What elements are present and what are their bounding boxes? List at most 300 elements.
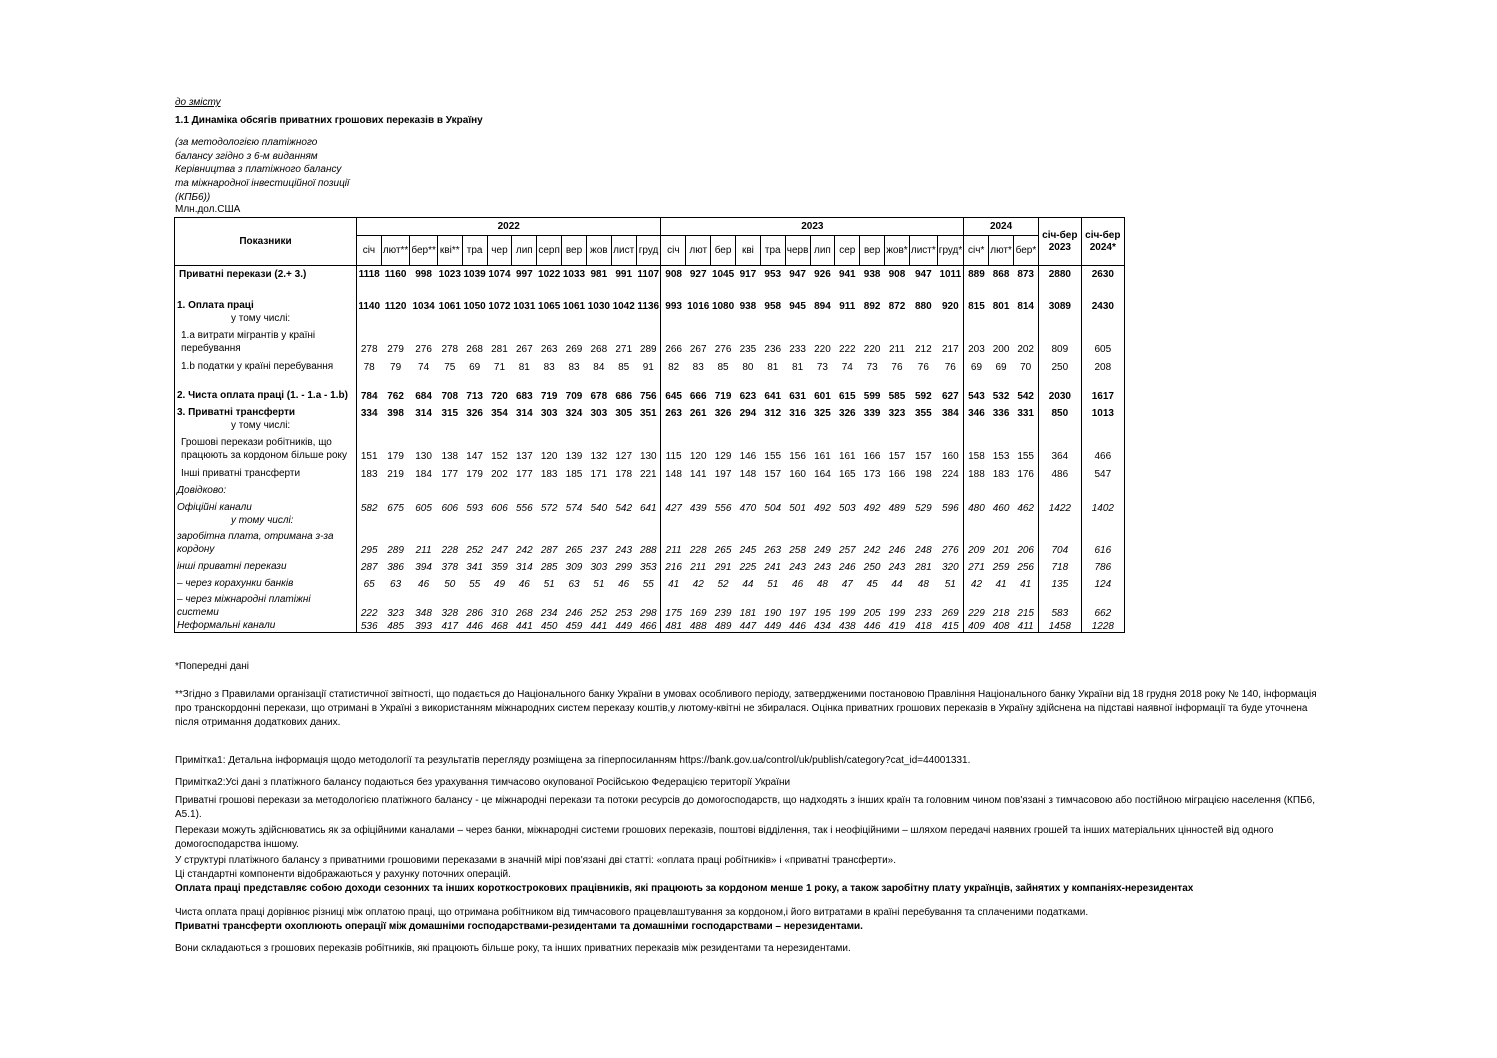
- table-cell: [686, 514, 711, 527]
- table-row: [175, 514, 1125, 527]
- table-cell: 815: [964, 295, 989, 312]
- table-cell: [636, 514, 661, 527]
- table-cell: [1013, 312, 1038, 325]
- table-cell: 137: [515, 451, 533, 462]
- table-cell: 593: [466, 503, 483, 514]
- table-cell: 1061: [438, 301, 461, 312]
- row-label: 1.а витрати мігрантів у країні перебування: [175, 325, 357, 355]
- table-cell: 447: [735, 619, 760, 633]
- table-cell: [487, 312, 512, 325]
- table-cell: 287: [357, 556, 382, 573]
- table-cell: 281: [491, 344, 508, 355]
- table-cell: 543: [964, 373, 989, 402]
- table-cell: 83: [568, 362, 580, 373]
- month-header: жов: [586, 236, 611, 266]
- table-cell: [810, 283, 835, 295]
- table-cell: 51: [937, 573, 964, 590]
- table-cell: 324: [565, 408, 583, 419]
- table-cell: 460: [992, 503, 1010, 514]
- table-of-contents-link[interactable]: до змісту: [175, 97, 221, 108]
- table-cell: [512, 480, 537, 497]
- table-cell: 169: [689, 608, 707, 619]
- table-cell: 155: [764, 451, 782, 462]
- table-cell: 449: [760, 619, 785, 633]
- table-cell: 47: [841, 579, 853, 590]
- month-header: лист: [611, 236, 636, 266]
- table-cell: 386: [387, 562, 404, 573]
- table-cell: 947: [909, 266, 937, 284]
- table-cell: 355: [915, 408, 932, 419]
- table-cell: 41: [661, 573, 686, 590]
- table-cell: 242: [863, 545, 881, 556]
- row-label: інші приватні перекази: [175, 556, 357, 573]
- table-cell: [1013, 514, 1038, 527]
- month-header: бер*: [1013, 236, 1038, 266]
- table-cell: 582: [357, 497, 382, 514]
- table-cell: 157: [888, 451, 906, 462]
- table-cell: 623: [739, 391, 757, 402]
- table-cell: 631: [789, 391, 806, 402]
- table-cell: 450: [537, 619, 562, 633]
- month-header: лип: [512, 236, 537, 266]
- month-header: груд: [636, 236, 661, 266]
- table-cell: 217: [937, 325, 964, 355]
- table-cell: [909, 480, 937, 497]
- total-cell: [1081, 514, 1124, 527]
- table-cell: 147: [466, 451, 483, 462]
- table-cell: 468: [487, 619, 512, 633]
- table-cell: 80: [742, 362, 754, 373]
- table-cell: 120: [689, 451, 707, 462]
- table-cell: [785, 514, 810, 527]
- table-cell: 85: [618, 362, 630, 373]
- table-cell: [909, 312, 937, 325]
- table-cell: [410, 419, 438, 432]
- table-cell: 941: [835, 266, 860, 284]
- table-cell: 1050: [463, 301, 486, 312]
- methodology-note: (за методологією платіжного балансу згідно з 6-м виданням Керівництва з платіжного балансу та міжнародної інвестиційної позиції (КПБ6)): [175, 137, 350, 203]
- table-cell: 310: [491, 608, 508, 619]
- table-cell: 446: [462, 619, 487, 633]
- table-cell: 268: [590, 344, 608, 355]
- table-cell: [964, 480, 989, 497]
- table-row: [175, 419, 1125, 432]
- table-cell: [835, 480, 860, 497]
- table-cell: 252: [590, 608, 608, 619]
- table-cell: 1107: [636, 266, 661, 284]
- table-cell: 873: [1013, 266, 1038, 284]
- table-cell: 926: [810, 266, 835, 284]
- table-cell: 276: [937, 527, 964, 556]
- table-cell: 719: [540, 391, 558, 402]
- note-paragraph: **Згідно з Правилами організації статистичної звітності, що подається до Національного банку України в умовах особливого періоду, затвердженими постановою Правління Національного банку України від 18 грудня 2018 року № 140, інформація про транскордонні перекази, що отримані в Україні з використанням міжнародних систем переказу коштів,у лютому-квітні не збиралася. Оцінка приватних грошових переказів в Україну здійснена на підставі наявної інформації та буде уточнена після отримання додаткових даних.: [175, 689, 1317, 728]
- table-cell: 868: [989, 266, 1014, 284]
- table-cell: 52: [717, 579, 729, 590]
- table-cell: 384: [937, 402, 964, 419]
- table-cell: 409: [964, 619, 989, 633]
- table-cell: 434: [810, 619, 835, 633]
- table-cell: 41: [1013, 573, 1038, 590]
- table-cell: 271: [964, 556, 989, 573]
- table-cell: [562, 419, 587, 432]
- table-cell: [785, 312, 810, 325]
- table-cell: [537, 419, 562, 432]
- table-cell: 276: [714, 344, 732, 355]
- table-cell: 267: [689, 344, 707, 355]
- table-cell: [937, 419, 964, 432]
- table-cell: 316: [789, 408, 806, 419]
- month-header: вер: [860, 236, 885, 266]
- table-row: [175, 573, 1125, 590]
- table-cell: 320: [937, 556, 964, 573]
- table-cell: 243: [615, 545, 633, 556]
- table-cell: 323: [888, 408, 906, 419]
- table-cell: 46: [618, 579, 630, 590]
- table-cell: [611, 419, 636, 432]
- table-cell: 492: [863, 503, 881, 514]
- row-label: у тому числі:: [175, 312, 357, 325]
- table-cell: 83: [692, 362, 704, 373]
- table-cell: 289: [636, 325, 661, 355]
- table-cell: [462, 419, 487, 432]
- table-cell: 202: [491, 469, 508, 480]
- table-cell: 398: [387, 408, 404, 419]
- table-cell: 164: [814, 469, 831, 480]
- table-cell: [462, 514, 487, 527]
- table-cell: 190: [764, 608, 782, 619]
- table-cell: 462: [1013, 497, 1038, 514]
- table-cell: 542: [1013, 373, 1038, 402]
- table-cell: 175: [661, 590, 686, 619]
- table-cell: 336: [992, 408, 1010, 419]
- table-cell: 183: [992, 469, 1010, 480]
- table-cell: 314: [415, 408, 432, 419]
- table-cell: 394: [415, 562, 432, 573]
- table-cell: 286: [466, 608, 483, 619]
- table-cell: [860, 283, 885, 295]
- table-cell: 299: [615, 562, 633, 573]
- month-header: лют**: [381, 236, 409, 266]
- note-paragraph: Оплата праці представляє собою доходи сезонних та інших короткострокових працівників, які працюють за кордоном менше 1 року, а також заробітну плату українців, зайнятих у компаніях-нерезидентах: [175, 883, 1194, 894]
- table-cell: 269: [937, 590, 964, 619]
- total-cell: 2630: [1081, 266, 1124, 284]
- month-header: вер: [562, 236, 587, 266]
- table-cell: [462, 283, 487, 295]
- table-cell: 183: [540, 469, 558, 480]
- table-cell: 1136: [636, 295, 661, 312]
- table-cell: [964, 419, 989, 432]
- table-cell: [937, 514, 964, 527]
- table-cell: [611, 514, 636, 527]
- table-cell: 503: [838, 503, 856, 514]
- month-header: лист*: [909, 236, 937, 266]
- table-cell: 129: [714, 451, 732, 462]
- table-cell: [462, 312, 487, 325]
- table-cell: [537, 514, 562, 527]
- table-row: [175, 480, 1125, 497]
- table-cell: [512, 419, 537, 432]
- table-cell: 185: [565, 469, 583, 480]
- table-cell: [735, 419, 760, 432]
- table-cell: 294: [739, 408, 757, 419]
- total-cell: 2030: [1038, 373, 1081, 402]
- total-cell: 850: [1038, 402, 1081, 419]
- table-row: [175, 556, 1125, 573]
- table-cell: 599: [863, 391, 881, 402]
- table-cell: 246: [888, 545, 906, 556]
- table-cell: 202: [1013, 325, 1038, 355]
- table-row: [175, 432, 1125, 462]
- table-cell: 938: [739, 301, 757, 312]
- table-cell: 492: [814, 503, 831, 514]
- table-cell: 155: [1013, 432, 1038, 462]
- table-cell: [835, 419, 860, 432]
- table-cell: 236: [764, 344, 782, 355]
- month-header: січ*: [964, 236, 989, 266]
- table-cell: [661, 312, 686, 325]
- total-cell: 704: [1038, 527, 1081, 556]
- table-cell: 177: [515, 469, 533, 480]
- table-cell: 268: [515, 608, 533, 619]
- table-cell: 359: [491, 562, 508, 573]
- row-label: Приватні перекази (2.+ 3.): [175, 266, 357, 284]
- table-cell: 132: [590, 451, 608, 462]
- month-header: лют: [686, 236, 711, 266]
- table-cell: 181: [739, 608, 757, 619]
- table-cell: [661, 514, 686, 527]
- table-cell: 339: [863, 408, 881, 419]
- table-cell: 141: [689, 469, 707, 480]
- table-cell: 42: [964, 573, 989, 590]
- row-label: Довідково:: [175, 480, 357, 497]
- total-cell: [1038, 312, 1081, 325]
- note-paragraph: Перекази можуть здійснюватись як за офіційними каналами – через банки, міжнародні системи грошових переказів, поштові відділення, так і неофіційними – шляхом передачі наявних грошей та інших матеріальних цінностей від одного домогосподарства іншому.: [175, 825, 1274, 850]
- year-header: 2024: [964, 218, 1039, 236]
- table-cell: 438: [835, 619, 860, 633]
- table-cell: 55: [469, 579, 481, 590]
- table-cell: 1074: [487, 266, 512, 284]
- table-cell: 81: [792, 362, 804, 373]
- table-cell: [661, 419, 686, 432]
- table-cell: [410, 514, 438, 527]
- table-cell: 606: [491, 503, 508, 514]
- table-cell: 73: [866, 362, 878, 373]
- table-cell: [810, 312, 835, 325]
- table-cell: 981: [586, 266, 611, 284]
- table-cell: [636, 312, 661, 325]
- table-cell: 161: [814, 451, 831, 462]
- table-cell: [437, 480, 462, 497]
- table-cell: 82: [661, 355, 686, 373]
- table-cell: [437, 312, 462, 325]
- table-cell: [661, 283, 686, 295]
- table-cell: 417: [437, 619, 462, 633]
- table-cell: [735, 283, 760, 295]
- table-cell: 265: [714, 545, 732, 556]
- table-cell: 945: [789, 301, 806, 312]
- table-cell: 271: [615, 344, 633, 355]
- month-header: сер: [835, 236, 860, 266]
- table-cell: [860, 480, 885, 497]
- table-cell: [735, 480, 760, 497]
- table-cell: 235: [739, 344, 757, 355]
- table-cell: 176: [1013, 462, 1038, 480]
- table-cell: 408: [989, 619, 1014, 633]
- table-cell: 160: [789, 469, 806, 480]
- table-cell: 1031: [513, 301, 536, 312]
- table-row: [175, 619, 1125, 633]
- table-cell: [357, 514, 382, 527]
- note-paragraph: Приватні грошові перекази за методологією платіжного балансу - це міжнародні перекази та потоки ресурсів до домогосподарств, що надходять з інших країн та головним чином пов'язані з тимчасовою або постійною міграцією населення (КПБ6, А5.1).: [175, 795, 1315, 820]
- table-cell: 65: [357, 573, 382, 590]
- table-cell: 449: [611, 619, 636, 633]
- table-cell: 325: [814, 408, 831, 419]
- table-cell: 314: [515, 408, 533, 419]
- table-cell: 173: [863, 469, 881, 480]
- total-cell: 718: [1038, 556, 1081, 573]
- table-cell: 195: [814, 608, 831, 619]
- table-cell: [711, 514, 736, 527]
- row-label: 1.b податки у країні перебування: [175, 355, 357, 373]
- month-header: черв: [785, 236, 810, 266]
- table-cell: 446: [785, 619, 810, 633]
- table-cell: [1013, 283, 1038, 295]
- table-cell: 188: [964, 462, 989, 480]
- table-cell: 1080: [711, 301, 735, 312]
- total-cell: 250: [1038, 355, 1081, 373]
- table-cell: [357, 480, 382, 497]
- total-cell: 2880: [1038, 266, 1081, 284]
- row-label: 3. Приватні трансферти: [175, 402, 357, 419]
- table-cell: 615: [838, 391, 856, 402]
- total-cell: [1038, 514, 1081, 527]
- table-cell: 276: [415, 344, 432, 355]
- table-cell: 48: [816, 579, 828, 590]
- table-cell: 585: [888, 391, 906, 402]
- table-cell: [487, 419, 512, 432]
- total-cell: [1081, 283, 1124, 295]
- table-cell: 719: [714, 391, 732, 402]
- total-cell: 1402: [1081, 497, 1124, 514]
- table-cell: 666: [689, 391, 707, 402]
- row-label: Грошові перекази робітників, що працюють за кордоном більше року: [175, 432, 357, 462]
- table-cell: [810, 514, 835, 527]
- table-cell: [381, 514, 409, 527]
- total-cell: 124: [1081, 573, 1124, 590]
- table-cell: 253: [615, 608, 633, 619]
- table-cell: 211: [661, 527, 686, 556]
- table-cell: 257: [838, 545, 856, 556]
- table-cell: 228: [441, 545, 459, 556]
- table-cell: 209: [964, 527, 989, 556]
- table-cell: [586, 514, 611, 527]
- table-cell: [810, 419, 835, 432]
- table-cell: [686, 480, 711, 497]
- table-cell: 161: [838, 451, 856, 462]
- table-cell: 441: [586, 619, 611, 633]
- table-cell: [562, 480, 587, 497]
- table-cell: 160: [937, 432, 964, 462]
- table-cell: [1013, 480, 1038, 497]
- table-cell: [735, 514, 760, 527]
- table-cell: 784: [357, 373, 382, 402]
- table-cell: 224: [937, 462, 964, 480]
- table-cell: 287: [540, 545, 558, 556]
- table-cell: [512, 312, 537, 325]
- total-cell: 547: [1081, 462, 1124, 480]
- note-paragraph: Приватні трансферти охоплюють операції між домашніми господарствами-резидентами та домашніми господарствами – нерезидентами.: [175, 921, 863, 932]
- table-row: [175, 355, 1125, 373]
- table-row: [175, 266, 1125, 284]
- table-cell: 233: [789, 344, 806, 355]
- table-cell: 44: [742, 579, 754, 590]
- table-cell: 947: [785, 266, 810, 284]
- table-cell: 157: [915, 451, 932, 462]
- table-cell: 233: [915, 608, 932, 619]
- table-cell: 220: [863, 344, 881, 355]
- table-cell: [512, 514, 537, 527]
- table-cell: 958: [764, 301, 782, 312]
- table-cell: 291: [714, 562, 732, 573]
- table-cell: 1118: [357, 266, 382, 284]
- table-cell: 303: [590, 408, 608, 419]
- table-cell: 151: [357, 432, 382, 462]
- table-cell: 179: [387, 451, 404, 462]
- table-cell: 278: [357, 325, 382, 355]
- table-cell: 889: [964, 266, 989, 284]
- row-label: 2. Чиста оплата праці (1. - 1.а - 1.b): [175, 373, 357, 402]
- table-cell: 166: [863, 451, 881, 462]
- table-cell: 225: [739, 562, 757, 573]
- table-cell: 206: [1013, 527, 1038, 556]
- table-cell: 441: [512, 619, 537, 633]
- table-cell: 997: [512, 266, 537, 284]
- month-header: лют*: [989, 236, 1014, 266]
- table-cell: [885, 283, 910, 295]
- table-cell: 485: [381, 619, 409, 633]
- table-cell: [937, 283, 964, 295]
- total-cell: 1458: [1038, 619, 1081, 633]
- table-cell: 250: [863, 562, 881, 573]
- table-cell: [909, 419, 937, 432]
- table-cell: [537, 283, 562, 295]
- table-cell: 41: [995, 579, 1007, 590]
- table-cell: 303: [540, 408, 558, 419]
- total-cell: 364: [1038, 432, 1081, 462]
- table-cell: 592: [915, 391, 932, 402]
- table-cell: 75: [444, 362, 456, 373]
- table-cell: 63: [390, 579, 402, 590]
- table-cell: [989, 312, 1014, 325]
- table-cell: 606: [441, 503, 459, 514]
- table-cell: 199: [838, 608, 856, 619]
- table-cell: 184: [415, 469, 432, 480]
- table-cell: 348: [415, 608, 432, 619]
- table-cell: 156: [789, 451, 806, 462]
- table-cell: [410, 312, 438, 325]
- table-cell: 334: [357, 402, 382, 419]
- table-cell: 938: [860, 266, 885, 284]
- table-cell: 1022: [537, 266, 562, 284]
- table-cell: 574: [565, 503, 583, 514]
- table-cell: 1030: [587, 301, 610, 312]
- table-row: [175, 295, 1125, 312]
- table-cell: 74: [841, 362, 853, 373]
- table-cell: 83: [543, 362, 555, 373]
- table-cell: [462, 480, 487, 497]
- table-cell: 201: [992, 545, 1010, 556]
- table-cell: 991: [611, 266, 636, 284]
